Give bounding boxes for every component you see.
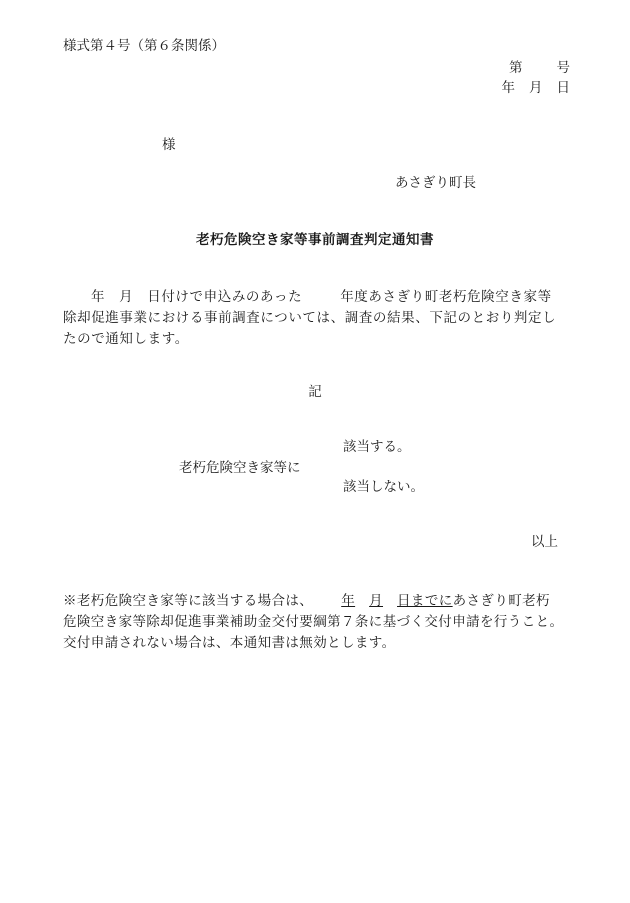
date-month: 月 — [529, 80, 543, 96]
closing-remark: 以上 — [531, 534, 558, 550]
note-paragraph — [63, 591, 583, 654]
form-number: 様式第４号（第６条関係） — [63, 38, 225, 54]
note-year: 年 — [341, 593, 356, 609]
date-day: 日 — [556, 80, 570, 96]
note-month: 月 — [369, 593, 384, 609]
body-fiscal-year-text: 年度あさぎり町老朽危険空き家等 — [340, 289, 552, 305]
date-line — [502, 79, 571, 97]
recipient-suffix: 様 — [162, 137, 176, 153]
number-prefix: 第 — [509, 60, 523, 76]
note-day: 日までに — [397, 593, 453, 609]
body-line-1 — [63, 287, 578, 308]
sender: あさぎり町長 — [395, 175, 476, 191]
body-line-2: 除却促進事業における事前調査については、調査の結果、下記のとおり判定し — [63, 310, 557, 326]
document-number-line — [509, 59, 570, 77]
document-title: 老朽危険空き家等事前調査判定通知書 — [196, 232, 434, 248]
judgment-target: 老朽危険空き家等に — [179, 460, 301, 476]
option-applicable: 該当する。 — [343, 439, 411, 455]
body-paragraph — [63, 287, 578, 350]
note-line-2: 危険空き家等除却促進事業補助金交付要綱第７条に基づく交付申請を行うこと。 — [63, 614, 564, 630]
number-suffix: 号 — [556, 60, 570, 76]
note-line-3: 交付申請されない場合は、本通知書は無効とします。 — [63, 635, 396, 651]
note-town: あさぎり町老朽 — [452, 593, 550, 609]
date-year: 年 — [501, 80, 515, 96]
note-deadline — [313, 593, 452, 609]
option-not-applicable: 該当しない。 — [343, 479, 424, 495]
body-month: 月 — [119, 289, 134, 305]
body-date-text: 日付けで申込みのあった — [147, 289, 303, 305]
note-condition: ※老朽危険空き家等に該当する場合は、 — [63, 593, 314, 609]
note-line-1 — [63, 591, 583, 612]
body-line-3: たので通知します。 — [63, 331, 189, 347]
ki-heading: 記 — [308, 384, 322, 400]
body-year: 年 — [91, 289, 106, 305]
